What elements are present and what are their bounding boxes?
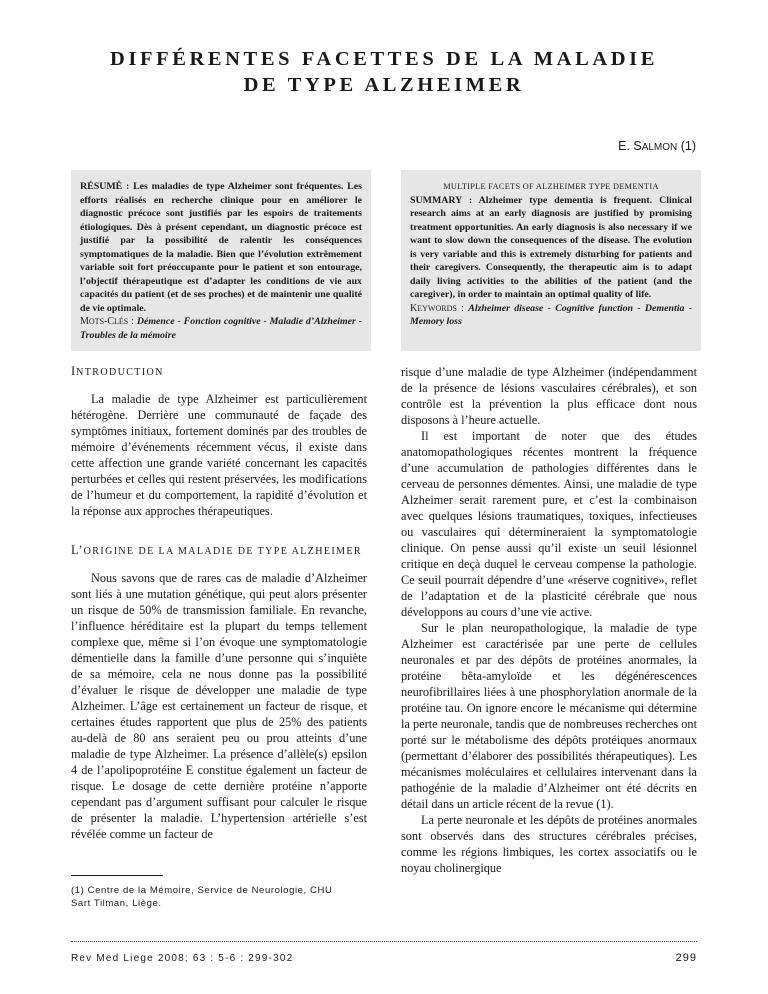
left-column bbox=[71, 364, 367, 842]
abstract-english-title: MULTIPLE FACETS OF ALZHEIMER TYPE DEMENTIA bbox=[443, 182, 659, 191]
abstract-french-text: RÉSUMÉ : Les maladies de type Alzheimer sont fréquentes. Les efforts réalisés en recherche clinique pour en améliorer le diagnostic précoce sont justifiés par les espoirs de traitements étiologiques. Dès à présent cependant, un diagnostic précoce est justifié par la possibilité de ralentir les conséquences symptomatiques de la maladie. Bien que l’évolution extrêmement variable soit fort préoccupante pour le patient et son entourage, l’objectif thérapeutique est d’adapter les conditions de vie aux capacités du patient (et de ses proches) et de maintenir une qualité de vie optimale. bbox=[80, 181, 362, 314]
paragraph-origin: Nous savons que de rares cas de maladie d’Alzheimer sont liés à une mutation génétique, qui peut alors présenter un risque de 50% de transmission familiale. En revanche, l’influence héréditaire est la plupart du temps tellement complexe que, même si l’on évoque une symptomatologie démentielle dans la famille d’une personne qui s’inquiète de sa mémoire, cela ne nous donne pas la possibilité d’évaluer le risque de développer une maladie de type Alzheimer. L’âge est certainement un facteur de risque, et certaines études rapportent que plus de 25% des patients au-delà de 80 ans seraient peu ou prou atteints d’une maladie de type Alzheimer. La présence d’allèle(s) epsilon 4 de l’apolipoprotéine E constitue également un facteur de risque. Le dosage de cette dernière protéine n’apporte cependant pas d’argument suffisant pour calculer le risque de présenter la maladie. L’hypertension artérielle s’est révélée comme un facteur de bbox=[71, 571, 367, 841]
article-title bbox=[60, 46, 708, 98]
section-heading-introduction: INTRODUCTION bbox=[71, 364, 164, 378]
footnote-affiliation: (1) Centre de la Mémoire, Service de Neurologie, CHU Sart Tilman, Liège. bbox=[71, 885, 333, 909]
paragraph-neuropathology: Sur le plan neuropathologique, la maladie de type Alzheimer est caractérisée par une perte de cellules neuronales et par des dépôts de protéines anormales, la protéine bêta-amyloïde et les dégénérescences neurofibrillaires liées à une phosphorylation anormale de la protéine tau. On ignore encore le mécanisme qui détermine la perte neuronale, tandis que de nombreuses recherches ont porté sur le métabolisme des dépôts protéiques anormaux (permettant d’élaborer des possibilités thérapeutiques). Les mécanismes moléculaires et cellulaires intervenant dans la pathogénie de la maladie d’Alzheimer ont été décrits en détail dans un article récent de la revue (1). bbox=[401, 621, 697, 811]
author-affiliation-ref: (1) bbox=[677, 139, 696, 153]
journal-reference: Rev Med Liege 2008; 63 : 5-6 : 299-302 bbox=[71, 953, 294, 964]
author-surname-rest: ALMON bbox=[641, 142, 678, 153]
keywords-text-fr: Démence - Fonction cognitive - Maladie d’Alzheimer - Troubles de la mémoire bbox=[80, 316, 362, 341]
keywords-label-fr: MOTS-CLÉS : bbox=[80, 316, 137, 327]
paragraph-anatomopathology: Il est important de noter que des études anatomopathologiques récentes montrent la fréquence d’une accumulation de pathologies différentes dans le cerveau de personnes démentes. Ainsi, une maladie de type Alzheimer serait rarement pure, et c’est la combinaison avec quelques lésions traumatiques, toxiques, infectieuses ou vasculaires qui détermineraient la symptomatologie clinique. On pense aussi qu’il existe un seuil lésionnel critique en deçà duquel le cerveau compense la pathologie. Ce seuil pourrait dépendre d’une «réserve cognitive», reflet de l’adaptation et de la plasticité cérébrale que nous développons au cours d’une vie active. bbox=[401, 429, 697, 619]
paragraph-introduction: La maladie de type Alzheimer est particulièrement hétérogène. Derrière une communauté de façade des symptômes initiaux, fortement dominés par des troubles de mémoire d’événements récemment vécus, il existe dans cette affection une grande variété concernant les capacités perturbées et celles qui restent préservées, les modifications de l’humeur et du comportement, la rapidité d’évolution et la réponse aux approches thérapeutiques. bbox=[71, 392, 367, 518]
footer-divider bbox=[71, 941, 697, 942]
abstract-english-text: SUMMARY : Alzheimer type dementia is frequent. Clinical research aims at an early diagnosis are justified by promising treatment opportunities. An early diagnosis is also necessary if we want to slow down the consequences of the disease. The evolution is very variable and this is extremely disturbing for patients and their caregivers. Consequently, the therapeutic aim is to adapt daily living activities to the abilities of the patient (and the caregiver), in order to maintain an optimal quality of life. bbox=[410, 194, 692, 300]
keywords-label-en: KEYWORDS : bbox=[410, 302, 469, 314]
title-line-1: DIFFÉRENTES FACETTES DE LA MALADIE bbox=[109, 48, 659, 70]
keywords-text-en: Alzheimer disease - Cognitive function - Dementia - Memory loss bbox=[410, 302, 693, 327]
abstract-english bbox=[401, 170, 701, 351]
abstract-french-keywords bbox=[80, 315, 362, 342]
author bbox=[618, 139, 696, 153]
right-column bbox=[401, 364, 697, 876]
page-number: 299 bbox=[675, 952, 697, 964]
section-heading-origin: L’ORIGINE DE LA MALADIE DE TYPE ALZHEIMER bbox=[71, 543, 362, 557]
paragraph-neuronal-loss: La perte neuronale et les dépôts de protéines anormales sont observés dans des structures cérébrales précises, comme les régions limbiques, les cortex associatifs ou le noyau cholinergique bbox=[401, 813, 697, 875]
footnote-divider bbox=[71, 875, 163, 876]
abstract-french bbox=[71, 170, 371, 351]
title-line-2: DE TYPE ALZHEIMER bbox=[243, 74, 525, 96]
abstract-english-keywords bbox=[410, 302, 692, 329]
paragraph-continued: risque d’une maladie de type Alzheimer (indépendamment de la présence de lésions vasculaires cérébrales), et son contrôle est la prévention la plus efficace dont nous disposons à l’heure actuelle. bbox=[401, 365, 697, 427]
author-initial: E. S bbox=[618, 139, 642, 153]
